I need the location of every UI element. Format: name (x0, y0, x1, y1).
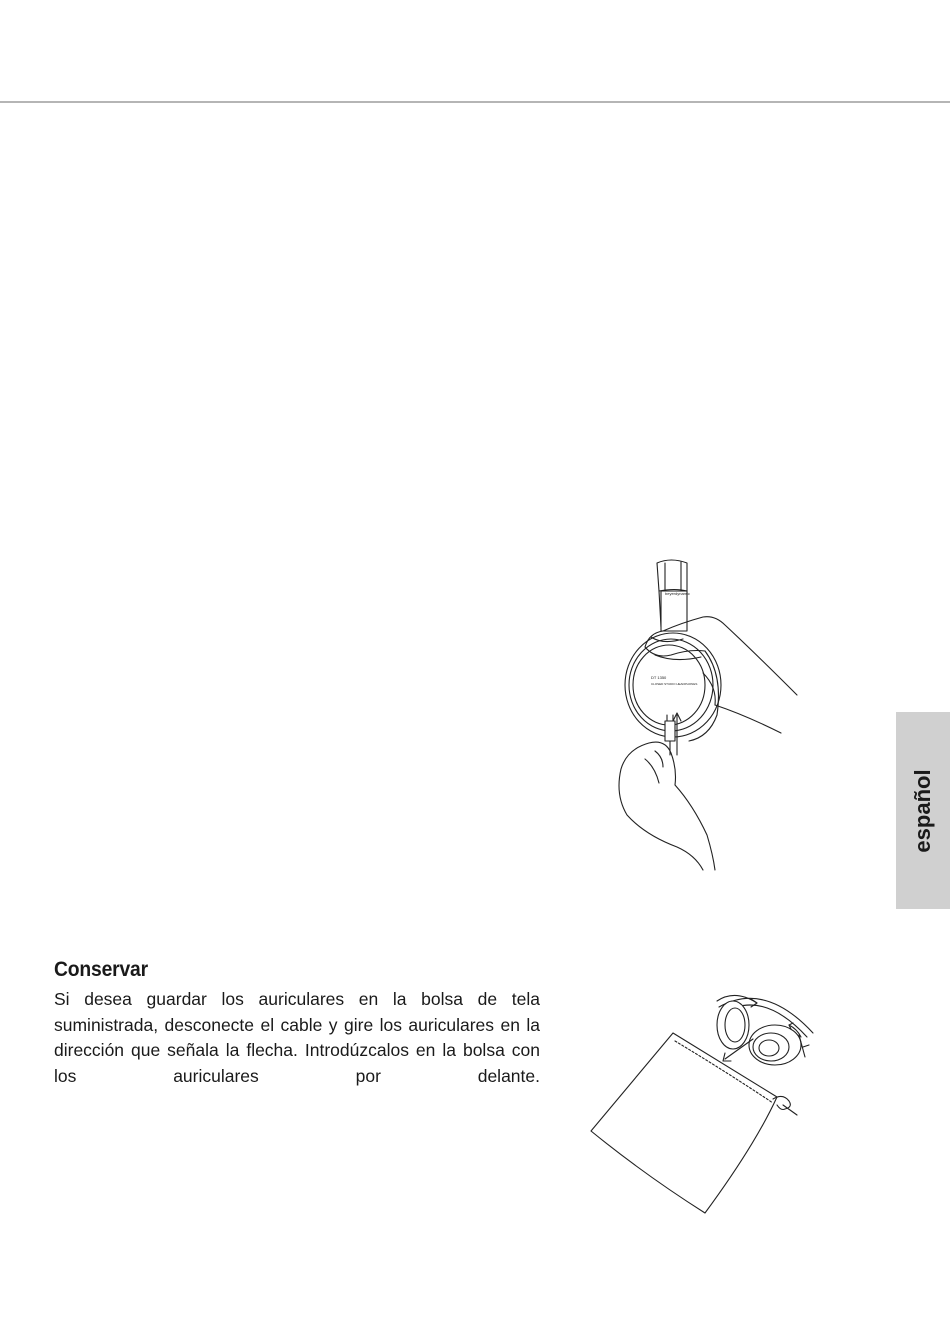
section-body-text: Si desea guardar los auriculares en la bolsa de tela suministrada, desconecte el cable y gire los auriculares en la dirección que señala la flecha. Introdúzcalos en la bolsa con los auriculares por delante. (54, 989, 540, 1086)
language-tab-label: español (910, 768, 935, 853)
svg-text:DT 1350: DT 1350 (651, 675, 667, 680)
svg-text:beyerdynamic: beyerdynamic (665, 591, 690, 596)
svg-text:CLOSED STUDIO HEADPHONES: CLOSED STUDIO HEADPHONES (651, 682, 698, 686)
cable-connection-illustration (605, 555, 805, 870)
header-rule (0, 101, 950, 103)
language-tab[interactable] (896, 712, 950, 909)
storage-bag-illustration (585, 985, 815, 1215)
section-heading: Conservar (54, 958, 148, 981)
